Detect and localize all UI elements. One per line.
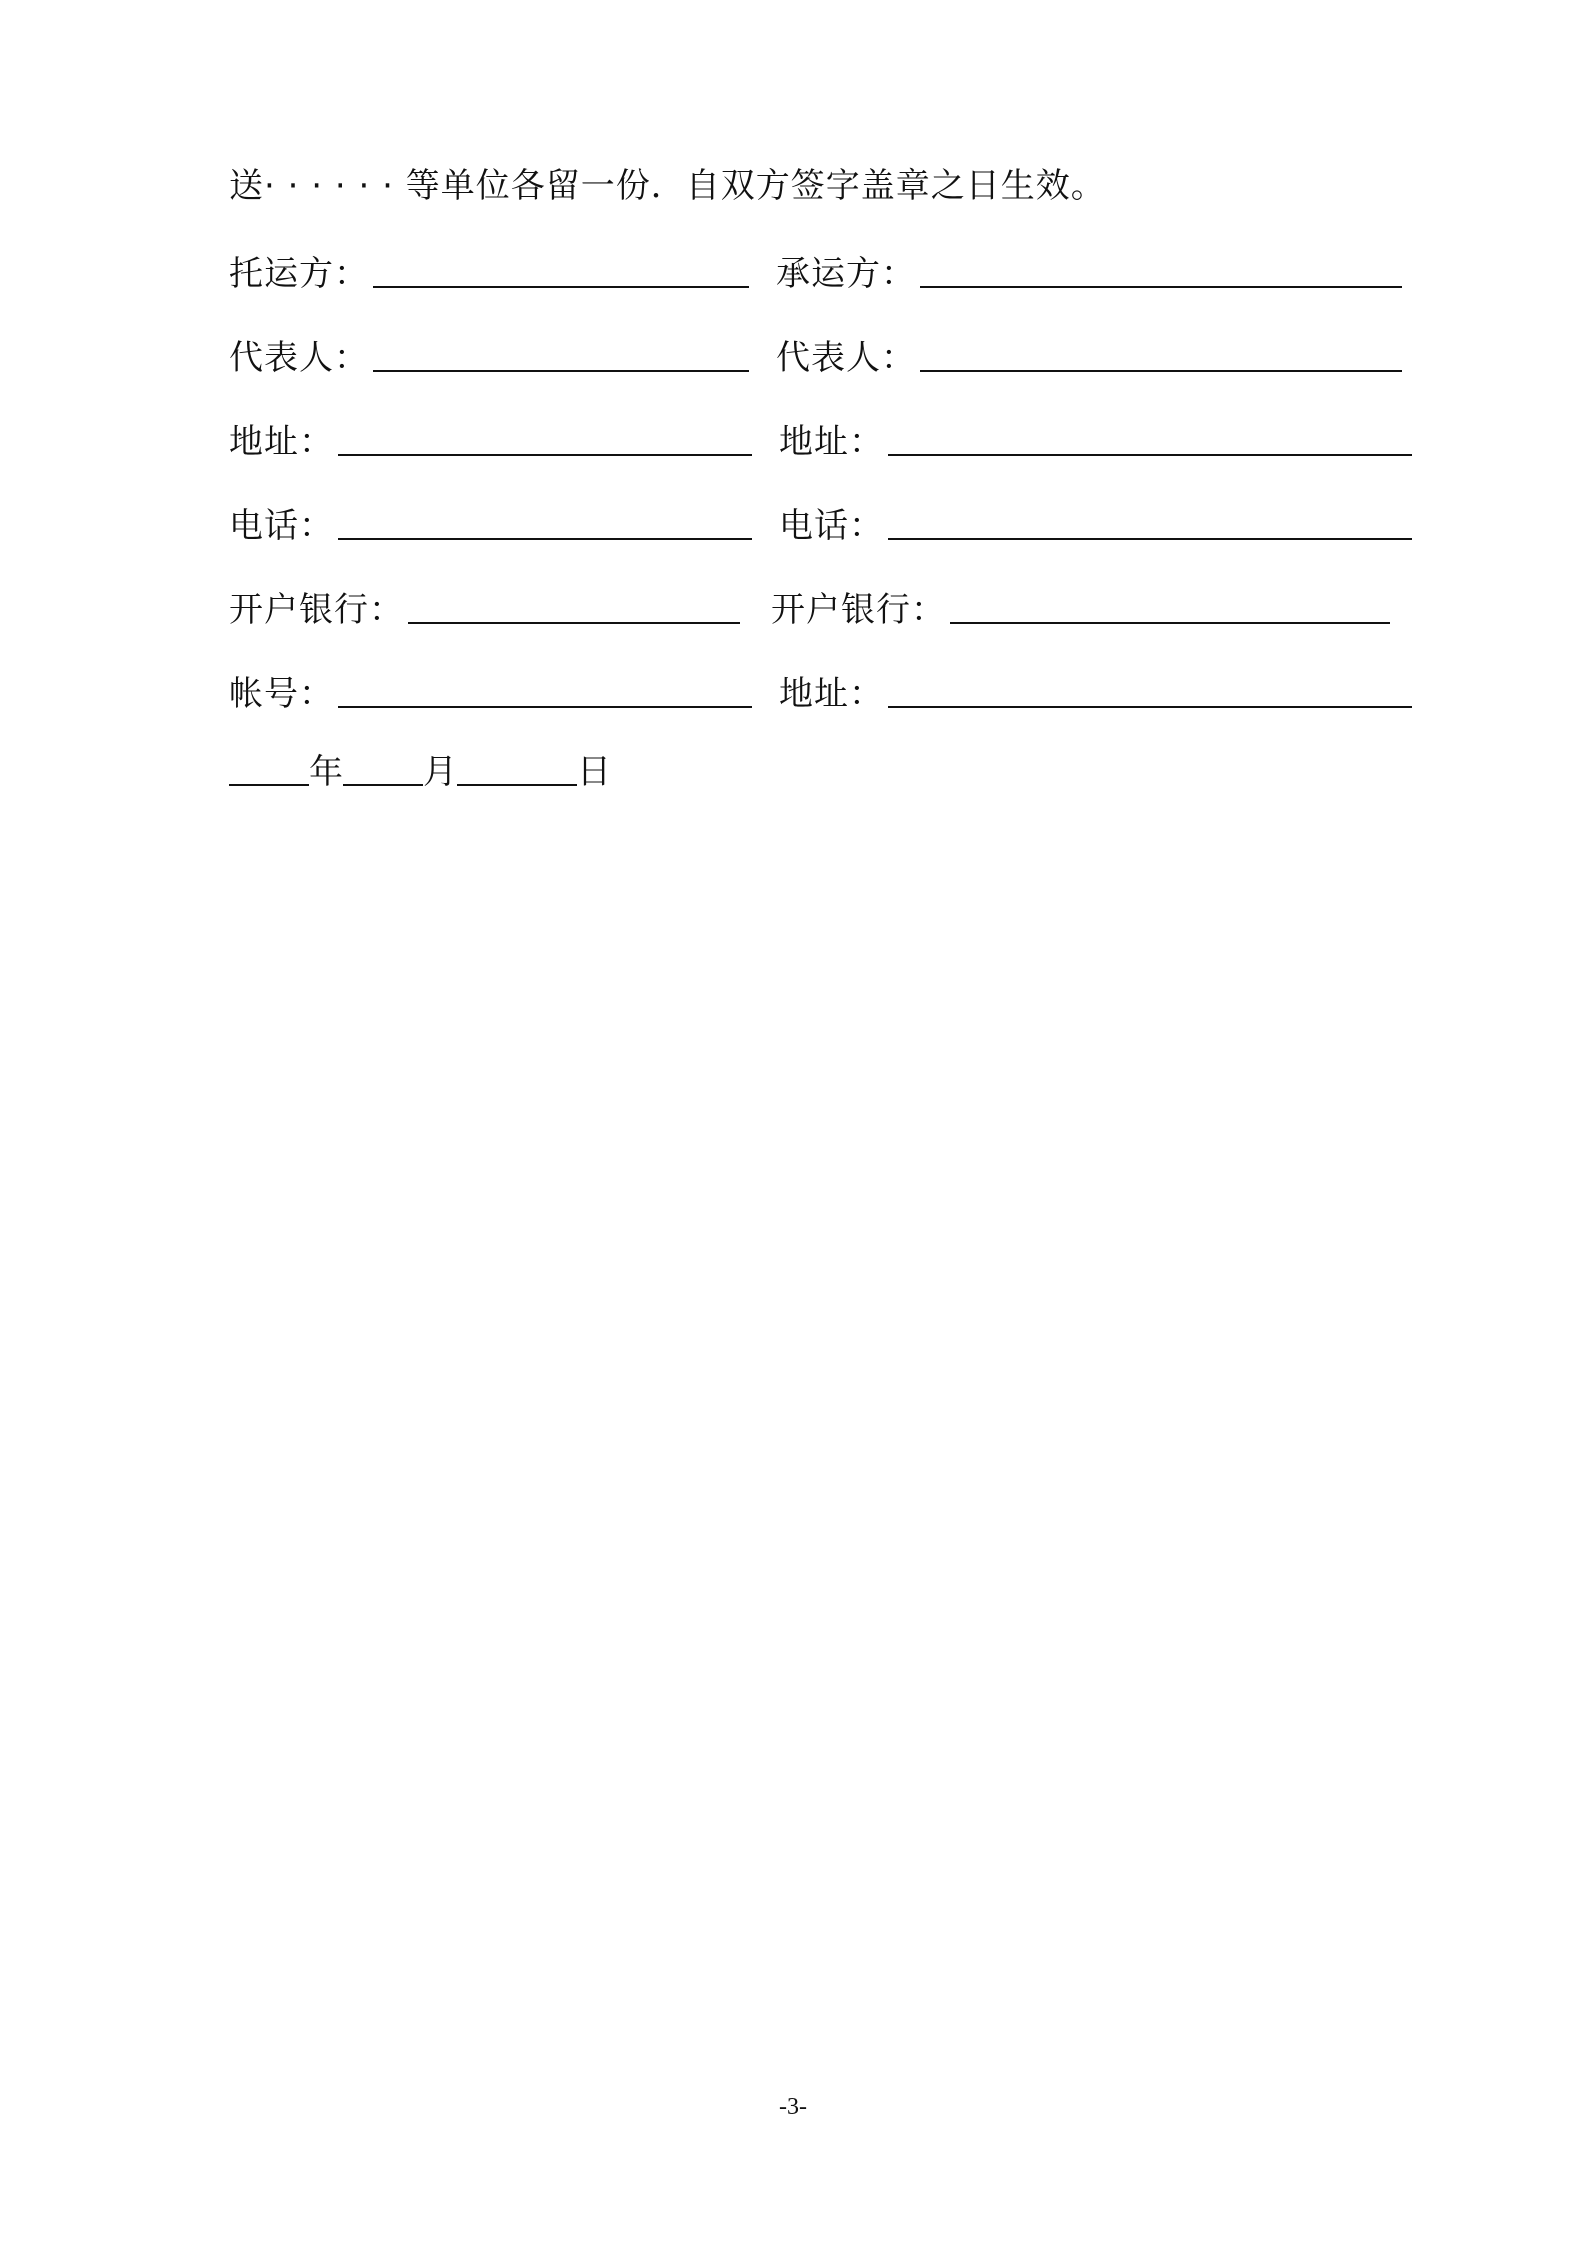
shipper-account-blank[interactable]	[338, 706, 752, 708]
carrier-blank[interactable]	[920, 286, 1402, 288]
intro-text: 送· · · · · · 等单位各留一份．自双方签字盖章之日生效。	[229, 166, 1106, 206]
shipper-representative-label: 代表人：	[229, 338, 369, 378]
carrier-phone-field	[779, 502, 1412, 550]
carrier-bank-blank[interactable]	[950, 622, 1390, 624]
month-blank[interactable]	[343, 784, 423, 786]
shipper-field	[229, 250, 749, 298]
carrier-representative-field	[776, 334, 1402, 382]
shipper-blank[interactable]	[373, 286, 749, 288]
shipper-phone-blank[interactable]	[338, 538, 752, 540]
shipper-account-field	[229, 670, 752, 718]
page-number: -3-	[779, 2094, 807, 2120]
carrier-representative-blank[interactable]	[920, 370, 1402, 372]
shipper-bank-field	[229, 586, 740, 634]
carrier-address-field	[779, 418, 1412, 466]
shipper-address-field	[229, 418, 752, 466]
day-label: 日	[577, 752, 611, 792]
carrier-field	[776, 250, 1402, 298]
shipper-representative-blank[interactable]	[373, 370, 749, 372]
carrier-bank-label: 开户银行：	[771, 590, 946, 630]
carrier-account-address-label: 地址：	[779, 674, 884, 714]
shipper-bank-label: 开户银行：	[229, 590, 404, 630]
carrier-address-label: 地址：	[779, 422, 884, 462]
carrier-phone-label: 电话：	[779, 506, 884, 546]
shipper-phone-field	[229, 502, 752, 550]
shipper-label: 托运方：	[229, 254, 369, 294]
year-label: 年	[309, 752, 343, 792]
shipper-bank-blank[interactable]	[408, 622, 740, 624]
carrier-account-address-blank[interactable]	[888, 706, 1412, 708]
shipper-address-blank[interactable]	[338, 454, 752, 456]
year-blank[interactable]	[229, 784, 309, 786]
shipper-phone-label: 电话：	[229, 506, 334, 546]
shipper-address-label: 地址：	[229, 422, 334, 462]
shipper-account-label: 帐号：	[229, 674, 334, 714]
date-line	[229, 748, 611, 796]
carrier-bank-field	[771, 586, 1390, 634]
carrier-account-address-field	[779, 670, 1412, 718]
carrier-address-blank[interactable]	[888, 454, 1412, 456]
day-blank[interactable]	[457, 784, 577, 786]
carrier-representative-label: 代表人：	[776, 338, 916, 378]
carrier-label: 承运方：	[776, 254, 916, 294]
carrier-phone-blank[interactable]	[888, 538, 1412, 540]
shipper-representative-field	[229, 334, 749, 382]
month-label: 月	[423, 752, 457, 792]
